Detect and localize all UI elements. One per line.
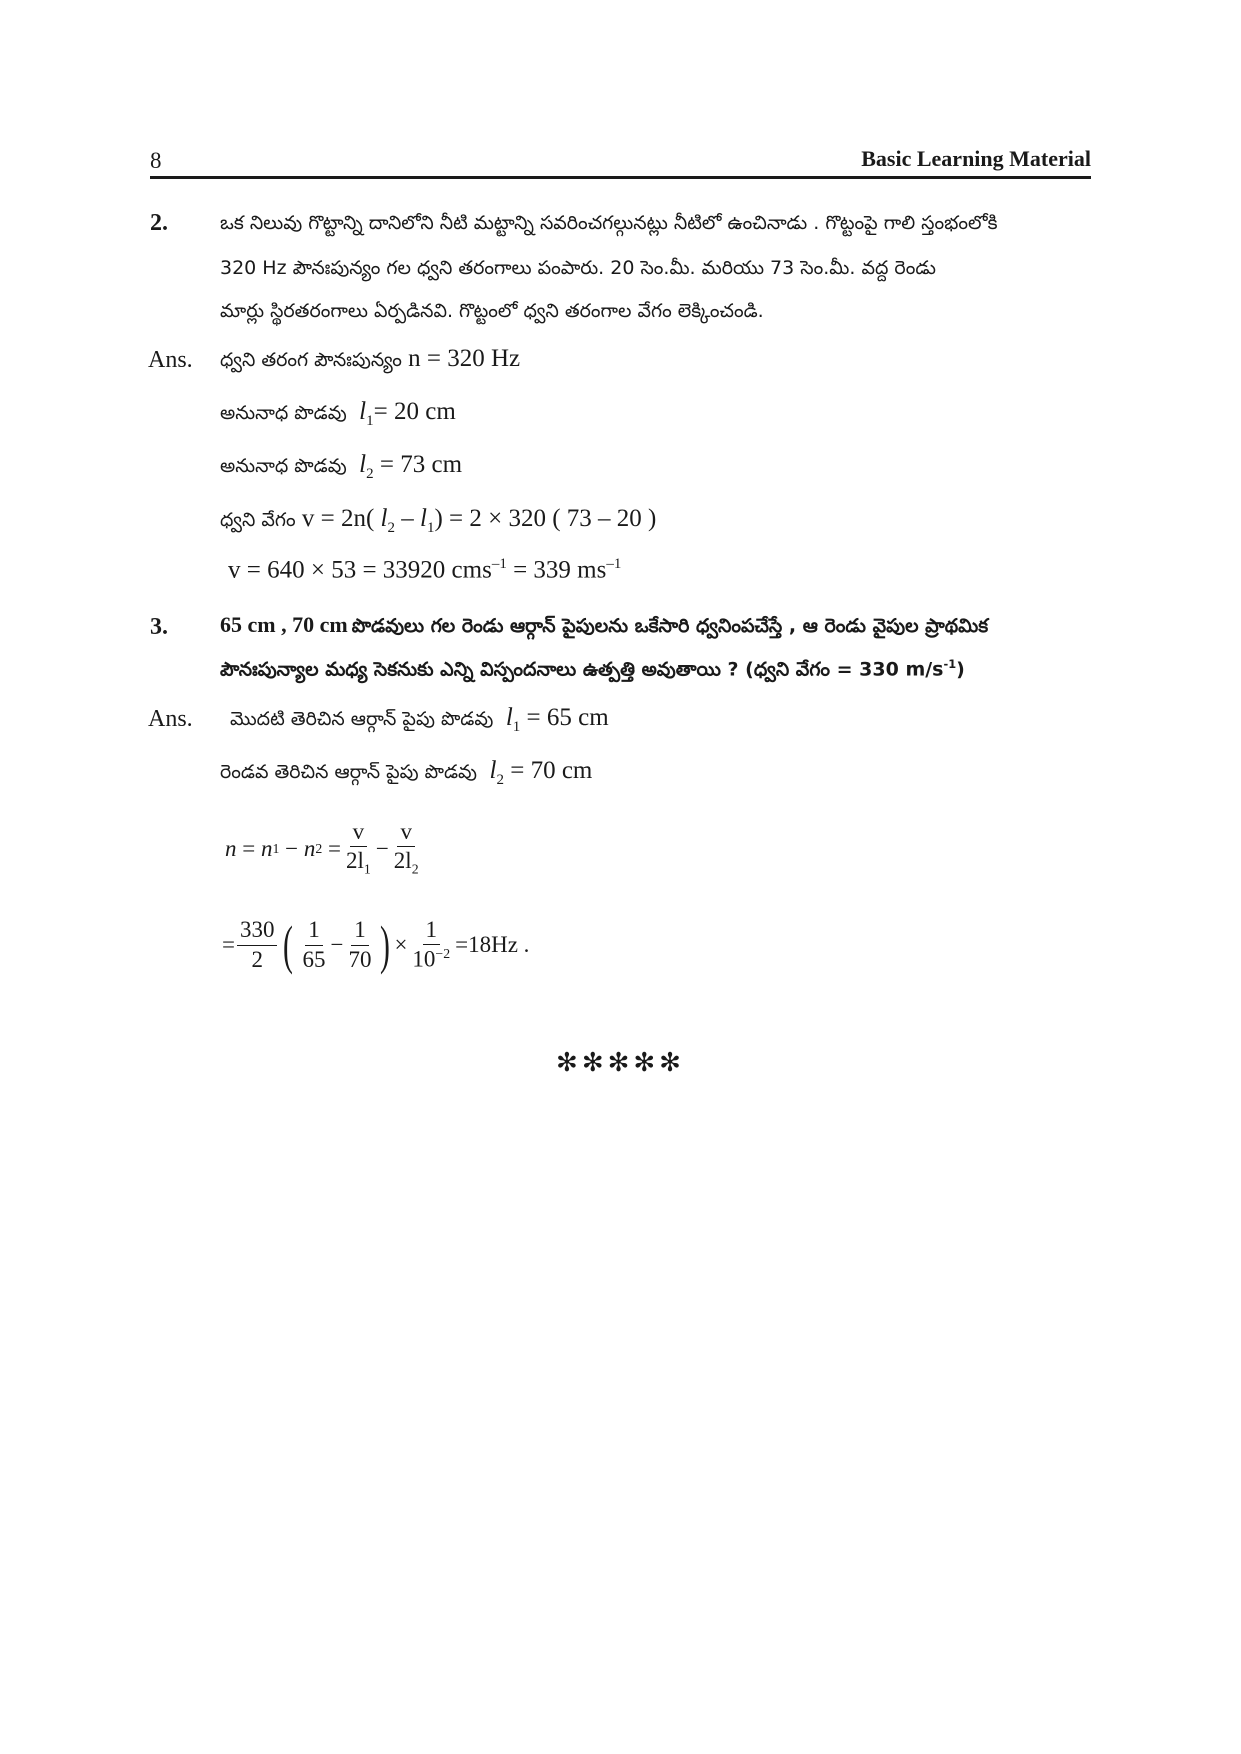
answer-2-line-4-text: ధ్వని వేగం <box>220 509 296 531</box>
answer-2-length-1: = 20 cm <box>373 398 456 425</box>
answer-3-line-1-text: మొదటి తెరిచిన ఆర్గాన్ పైపు పొడవు <box>230 708 494 730</box>
answer-3-label: Ans. <box>148 706 193 732</box>
answer-2-line-5: v = 640 × 53 = 33920 cms$^{-1}$ = 339 $ms^{-1}$ <box>228 556 622 584</box>
answer-3-line-2: రెండవ తెరిచిన ఆర్గాన్ పైపు పొడవు $l_2 = 70$ cm <box>220 757 593 788</box>
fraction-1-over-65: $\frac{1}{65}$ <box>302 917 326 972</box>
answer-3-equation-1: n = n 1 − n 2 = $\frac{v}{2l_1}$ − $\frac{v}{2l_2}$ <box>225 820 424 877</box>
running-header-title: Basic Learning Material <box>861 146 1091 171</box>
question-2-line-1: ఒక నిలువు గొట్టాన్ని దానిలోని నీటి మట్టాన్ని సవరించగల్గునట్లు నీటిలో ఉంచినాడు . గొట్టంపై గాలి స్తంభంలోకి <box>220 212 998 234</box>
answer-2-label: Ans. <box>148 347 193 373</box>
fraction-v-over-2l2: $\frac{v}{2l_2}$ <box>393 819 419 877</box>
fraction-v-over-2l1: $\frac{v}{2l_1}$ <box>346 819 371 877</box>
answer-3-line-1: మొదటి తెరిచిన ఆర్గాన్ పైపు పొడవు $l_1 = 65$ cm <box>230 704 609 735</box>
answer-3-length-2: = 70 cm <box>510 757 593 784</box>
page-number: 8 <box>150 148 162 173</box>
answer-2-line-1 <box>220 345 520 376</box>
fraction-1-over-70: $\frac{1}{70}$ <box>348 917 372 972</box>
answer-2-line-4: ధ్వని వేగం v = 2n( $l_2 - l_1) = 2 \times 320$ ( 73 – 20 ) <box>220 505 657 536</box>
fraction-330-over-2: $\frac{330}{2}$ <box>237 918 278 971</box>
answer-3-result: =18Hz <box>455 932 518 957</box>
answer-2-line-3: అనునాధ పొడవు $l_2 = 73$ cm <box>220 451 463 482</box>
answer-3-line-2-text: రెండవ తెరిచిన ఆర్గాన్ పైపు పొడవు <box>220 761 478 783</box>
answer-2-frequency: n = 320 Hz <box>408 345 521 372</box>
answer-2-length-2: = 73 cm <box>379 451 463 478</box>
question-2-line-3: మార్లు స్థిరతరంగాలు ఏర్పడినవి. గొట్టంలో ధ్వని తరంగాల వేగం లెక్కించండి. <box>220 300 764 322</box>
answer-3-equation-2: = $\frac{330}{2}$ ( $\frac{1}{65}$ − $\frac{1}{70}$ ) × $\frac{1}{10^{-2}}$ =18Hz . <box>222 915 530 975</box>
question-2-number: 2. <box>150 210 168 236</box>
question-2-line-2: 320 Hz పౌనఃపున్యం గల ధ్వని తరంగాలు పంపారు. 20 సెం.మీ. మరియు 73 సెం.మీ. వద్ద రెండు <box>220 257 936 279</box>
question-3-line-2: పౌనఃపున్యాల మధ్య సెకనుకు ఎన్ని విస్పందనాలు ఉత్పత్తి అవుతాయి ? (ధ్వని వేగం = 330 $m/s^{-1}$) <box>220 657 965 681</box>
answer-2-line-2-text: అనునాధ పొడవు <box>220 402 347 424</box>
answer-2-line-3-text: అనునాధ పొడవు <box>220 455 347 477</box>
header-rule <box>150 176 1091 179</box>
answer-3-length-1: = 65 cm <box>526 704 609 731</box>
question-3-number: 3. <box>150 614 168 640</box>
section-end-stars: ✻✻✻✻✻ <box>556 1048 685 1078</box>
answer-2-line-2: అనునాధ పొడవు $l_1= 20$ cm <box>220 398 456 429</box>
fraction-1-over-10-power: $\frac{1}{10^{-2}}$ <box>412 917 451 972</box>
answer-2-line-1-text: ధ్వని తరంగ పౌనఃపున్యం <box>220 349 402 371</box>
question-3-line-1: 65 cm , 70 cm పొడవులు గల రెండు ఆర్గాన్ పైపులను ఒకేసారి ధ్వనింపచేస్తే , ఆ రెండు వైపుల ప్రాథమిక <box>220 612 989 637</box>
